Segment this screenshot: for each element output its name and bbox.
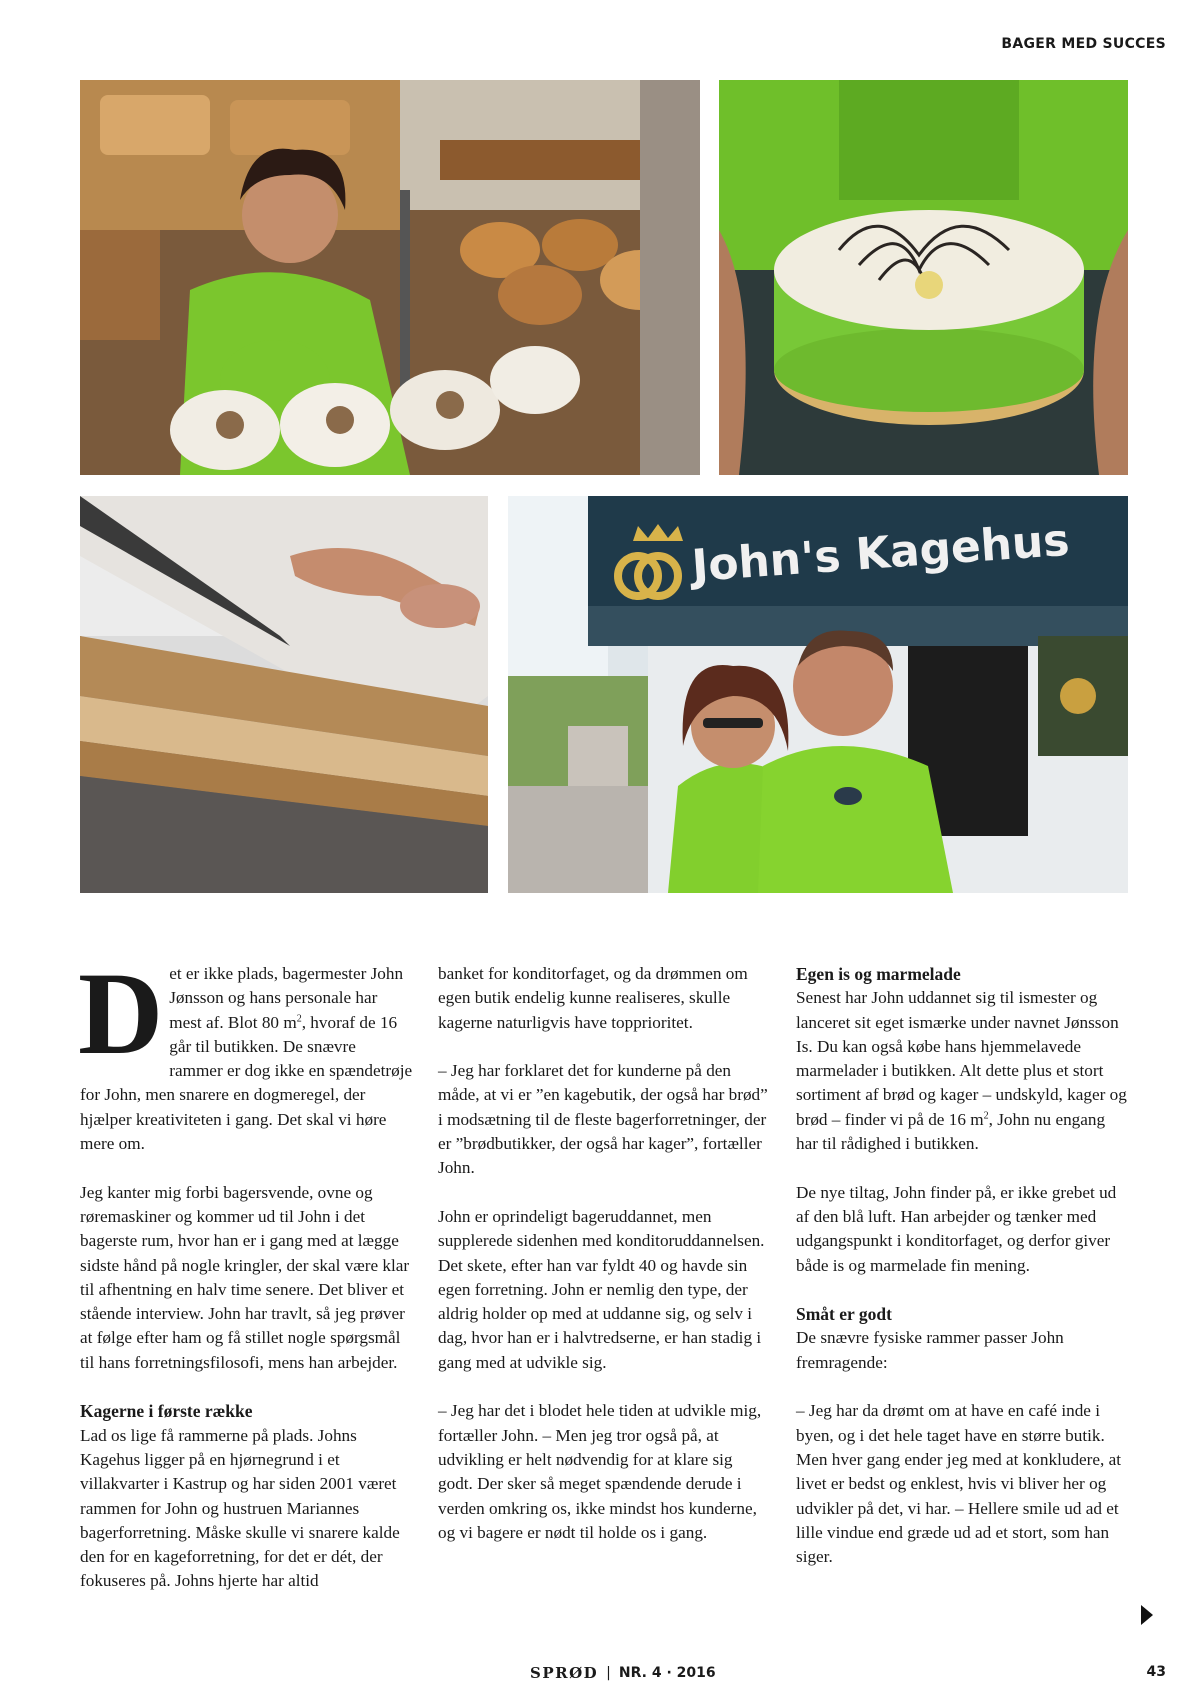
subheading-smaat: Småt er godt <box>796 1304 892 1325</box>
footer-separator: | <box>606 1665 611 1681</box>
photo-bakery-counter <box>80 80 700 475</box>
photo-cake-cutting <box>80 496 488 893</box>
paragraph-2: Jeg kanter mig forbi bagersvende, ovne og røremaskiner og kommer ud til John i det bagerste rum, hvor han er i gang med at lægge sidste hånd på nogle kringler, der skal være klar til afhentning en halv time senere. Det bliver et stående interview. John har travlt, så jeg prøver at følge efter ham og få stillet nogle spørgsmål til hans forretningsfilosofi, mens han arbejder. <box>80 1182 410 1372</box>
subheading-egen-is: Egen is og marmelade <box>796 964 961 984</box>
paragraph-9: De nye tiltag, John finder på, er ikke grebet ud af den blå luft. Han arbejder og tænker med udgangspunkt i konditorfaget, og derfor giver både is og marmelade fin mening. <box>796 1182 1117 1275</box>
paragraph-5: – Jeg har forklaret det for kunderne på den måde, at vi er ”en kagebutik, der også har brød” i modsætning til de fleste bagerforretninger, der er ”brødbutikker, der også har kager”, fortæller John. <box>438 1061 768 1178</box>
paragraph-8: Senest har John uddannet sig til ismester og lanceret sit eget ismærke under navnet Jønsson Is. Du kan også købe hans hjemmelavede marmelader i butikken. Alt dette plus et stort sortiment af brød og kager – undskyld, kager og brød – finder vi på de 16 $m^2$, John nu engang har til rådighed i butikken. <box>796 988 1127 1154</box>
paragraph-4: banket for konditorfaget, og da drømmen om egen butik endelig kunne realiseres, skulle kagerne naturligvis have topprioritet. <box>438 964 748 1032</box>
paragraph-7: – Jeg har det i blodet hele tiden at udvikle mig, fortæller John. – Men jeg tror også på, at udvikling er helt nødvendig for at klare sig godt. Der sker så meget spændende derude i verden omkring os, ikke mindst hos kunderne, og vi bagere er nødt til holde os i gang. <box>438 1401 762 1542</box>
footer <box>530 1664 716 1682</box>
section-label: BAGER MED SUCCES <box>1001 36 1166 52</box>
photo-shop-front <box>508 496 1128 893</box>
drop-cap: D <box>78 948 164 1079</box>
photo-green-cake <box>719 80 1128 475</box>
paragraph-6: John er oprindeligt bageruddannet, men supplerede sidenhen med konditoruddannelsen. Det skete, efter han var fyldt 40 og havde sin egen forretning. John er nemlig den type, der aldrig holder op med at uddanne sig, og selv i dag, hvor han er i halvtredserne, er han stadig i gang med at udvikle sig. <box>438 1206 765 1372</box>
paragraph-3: Lad os lige få rammerne på plads. Johns Kagehus ligger på en hjørnegrund i et villakvarter i Kastrup og har siden 2001 været rammen for John og hustruen Mariannes bagerforretning. Måske skulle vi snarere kalde den for en kageforretning, for det er dét, der fokuseres på. Johns hjerte har altid <box>80 1425 400 1591</box>
issue-number: NR. 4 · 2016 <box>618 1665 716 1681</box>
magazine-name: SPRØD <box>530 1664 599 1682</box>
intro-paragraph: Det er ikke plads, bagermester John Jønsson og hans personale har mest af. Blot 80 $m^2$, hvoraf de 16 går til butikken. De snævre rammer er dog ikke en spændetrøje for John, men snarere en dogmeregel, der hjælper kreativiteten i gang. Det skal vi høre mere om. <box>78 948 413 1154</box>
article-column-1 <box>78 948 413 1618</box>
paragraph-10: De snævre fysiske rammer passer John fremragende: <box>796 1328 1064 1372</box>
article-column-2 <box>438 962 771 1569</box>
paragraph-11: – Jeg har da drømt om at have en café inde i byen, og i det hele taget have en større butik. Men hver gang ender jeg med at konkludere, at livet er bedst og enklest, hvis vi bliver her og udvikler på det, vi har. – Hellere smile ud ad et lille vindue end græde ud ad et stort, som han siger. <box>796 1401 1122 1567</box>
article-column-3 <box>796 962 1129 1594</box>
shop-sign-text: John's Kagehus <box>690 514 1072 592</box>
subheading-kagerne: Kagerne i første række <box>80 1401 253 1422</box>
page-number: 43 <box>1146 1664 1166 1680</box>
continue-arrow-icon <box>1141 1605 1153 1625</box>
